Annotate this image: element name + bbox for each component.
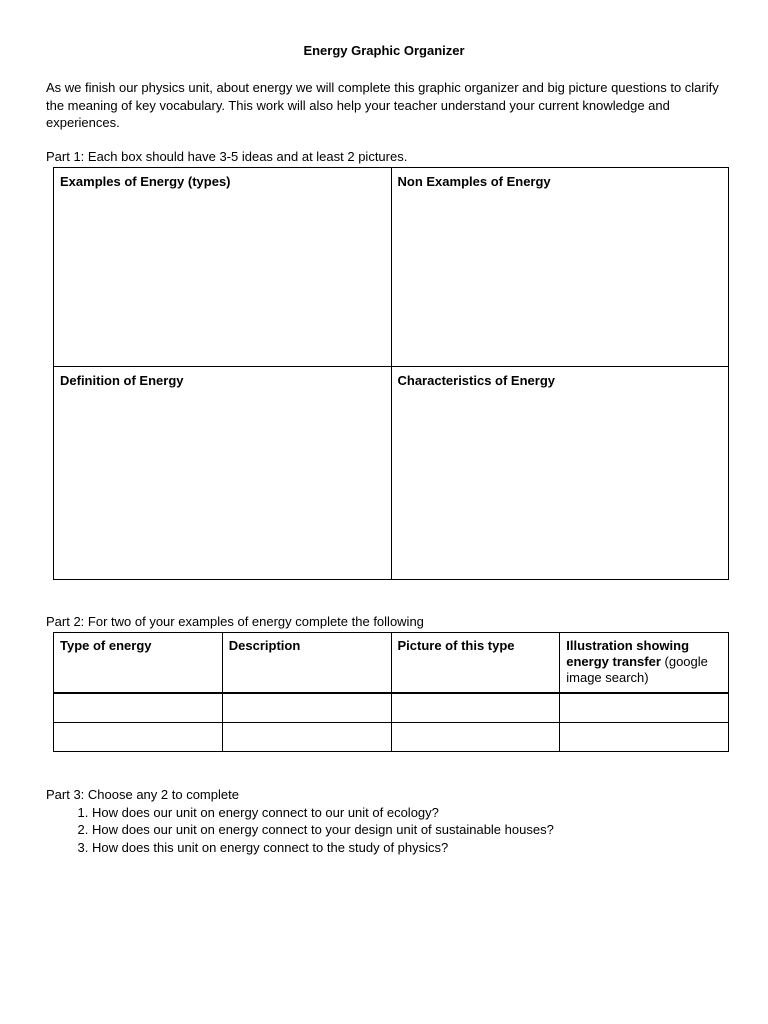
box-examples-of-energy: Examples of Energy (types) (54, 168, 392, 367)
part1-instructions: Part 1: Each box should have 3-5 ideas and at least 2 pictures. (46, 149, 408, 164)
part2-energy-table (53, 632, 729, 752)
part2-instructions: Part 2: For two of your examples of energy complete the following (46, 614, 424, 629)
part1-row-top (54, 168, 729, 367)
header-picture-of-this-type: Picture of this type (391, 633, 560, 694)
table-cell (560, 693, 729, 723)
list-item: 2. How does our unit on energy connect to your design unit of sustainable houses? (92, 821, 736, 839)
header-illustration-bold: Illustration showing energy transfer (566, 638, 690, 669)
part3-section (46, 786, 736, 856)
table-cell (560, 723, 729, 752)
header-illustration-energy-transfer (560, 633, 729, 694)
table-cell (54, 723, 223, 752)
table-cell (222, 693, 391, 723)
box-characteristics-of-energy: Characteristics of Energy (391, 367, 729, 580)
table-header-row (54, 633, 729, 694)
header-description: Description (222, 633, 391, 694)
table-cell (54, 693, 223, 723)
header-illustration-note: (google image search) (566, 654, 708, 685)
box-definition-of-energy: Definition of Energy (54, 367, 392, 580)
table-cell (222, 723, 391, 752)
part1-row-bottom (54, 367, 729, 580)
list-item: 1. How does our unit on energy connect to our unit of ecology? (92, 804, 736, 822)
box-non-examples-of-energy: Non Examples of Energy (391, 168, 729, 367)
table-cell (391, 693, 560, 723)
table-cell (391, 723, 560, 752)
intro-paragraph: As we finish our physics unit, about energy we will complete this graphic organizer and big picture questions to clarify the meaning of key vocabulary. This work will also help your teacher understand your current knowledge and experiences. (46, 80, 719, 130)
part1-organizer-grid (53, 167, 729, 580)
header-type-of-energy: Type of energy (54, 633, 223, 694)
part3-question-list (46, 804, 736, 857)
document-title: Energy Graphic Organizer (303, 43, 465, 58)
table-row (54, 723, 729, 752)
table-row (54, 693, 729, 723)
part3-instructions: Part 3: Choose any 2 to complete (46, 787, 239, 802)
list-item: 3. How does this unit on energy connect to the study of physics? (92, 839, 736, 857)
